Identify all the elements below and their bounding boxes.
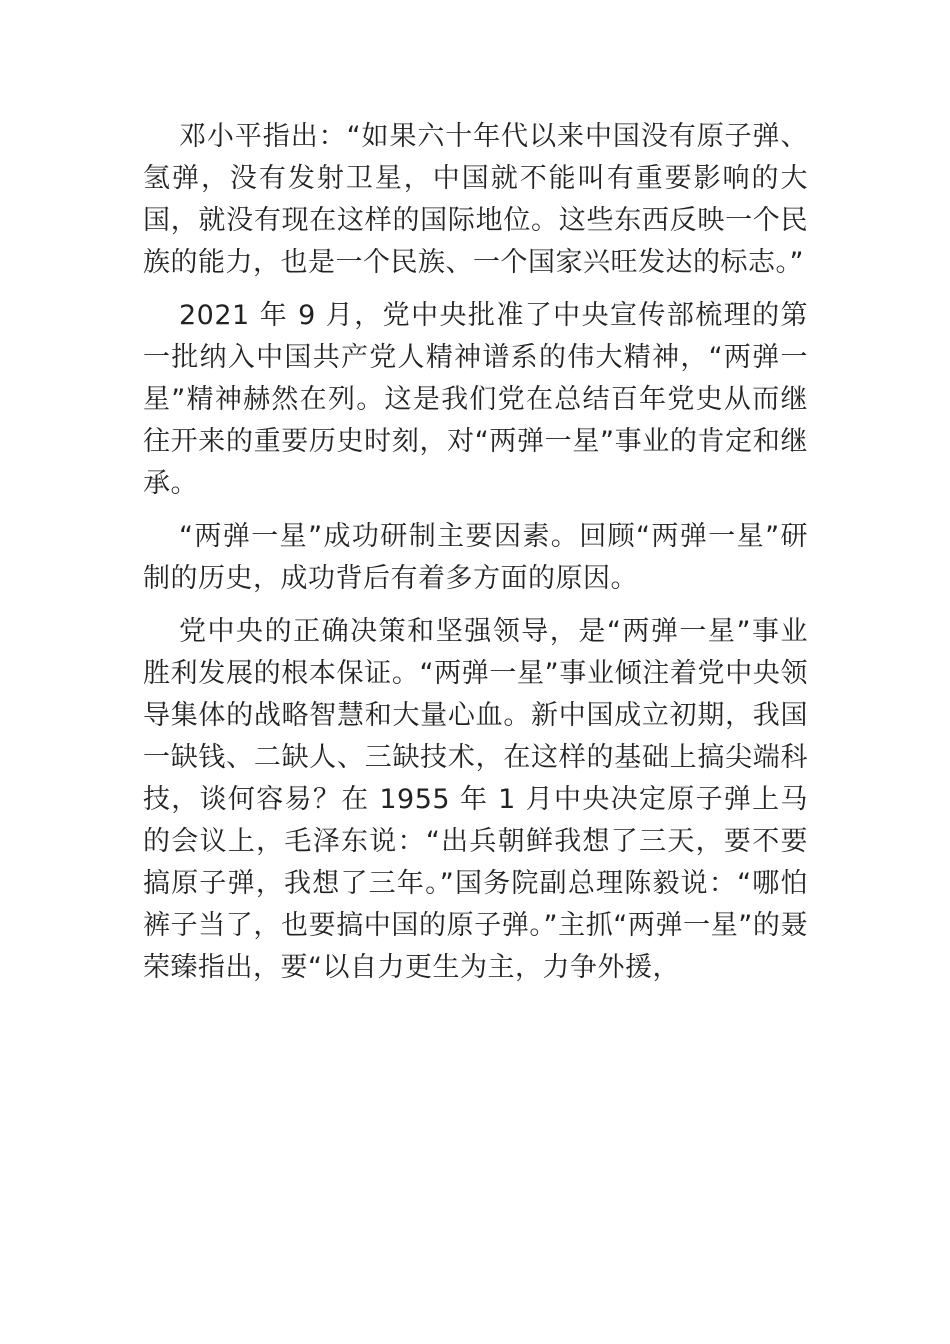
document-body xyxy=(143,116,808,1000)
paragraph-2021-spirit: 2021 年 9 月，党中央批准了中央宣传部梳理的第一批纳入中国共产党人精神谱系的伟大精神，“两弹一星”精神赫然在列。这是我们党在总结百年党史从而继往开来的重要历史时刻，对“两弹一星”事业的肯定和继承。 xyxy=(143,300,808,499)
paragraph-party-leadership: 党中央的正确决策和坚强领导，是“两弹一星”事业胜利发展的根本保证。“两弹一星”事业倾注着党中央领导集体的战略智慧和大量心血。新中国成立初期，我国一缺钱、二缺人、三缺技术，在这样的基础上搞尖端科技，谈何容易？在 1955 年 1 月中央决定原子弹上马的会议上，毛泽东说：“出兵朝鲜我想了三天，要不要搞原子弹，我想了三年。”国务院副总理陈毅说：“哪怕裤子当了，也要搞中国的原子弹。”主抓“两弹一星”的聂荣臻指出，要“以自力更生为主，力争外援， xyxy=(143,616,808,983)
paragraph-deng-quote: 邓小平指出：“如果六十年代以来中国没有原子弹、氢弹，没有发射卫星，中国就不能叫有重要影响的大国，就没有现在这样的国际地位。这些东西反映一个民族的能力，也是一个民族、一个国家兴旺发达的标志。” xyxy=(143,121,808,278)
paragraph-success-factors: “两弹一星”成功研制主要因素。回顾“两弹一星”研制的历史，成功背后有着多方面的原因。 xyxy=(143,521,808,594)
